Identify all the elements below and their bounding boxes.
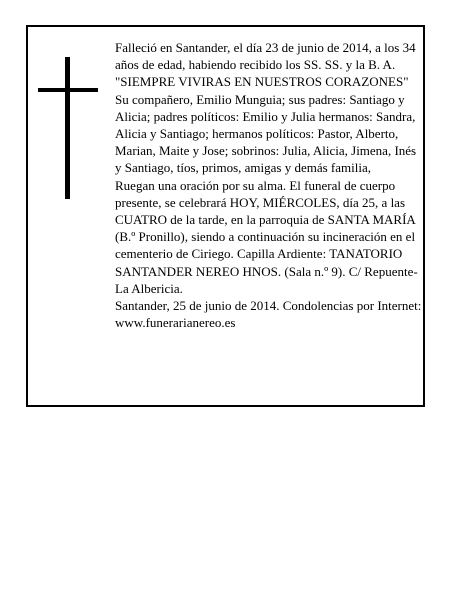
obituary-notice [26, 25, 425, 407]
date-and-condolences: Santander, 25 de junio de 2014. Condolencias por Internet: www.funerarianereo.es [115, 298, 422, 331]
cross-vertical-bar [65, 57, 70, 199]
memorial-motto: "SIEMPRE VIVIRAS EN NUESTROS CORAZONES" [115, 74, 409, 90]
family-list: Su compañero, Emilio Munguia; sus padres: Santiago y Alicia; padres políticos: Emilio y Julia hermanos: Sandra, Alicia y Santiago; hermanos políticos: Pastor, Alberto, Marian, Maite y Jose; sobrinos: Julia, Alicia, Jimena, Inés y Santiago, tíos, primos, amigas y demás familia, [115, 91, 417, 176]
cross-icon [38, 57, 98, 199]
death-announcement: Falleció en Santander, el día 23 de junio de 2014, a los 34 años de edad, habiendo recibido los SS. SS. y la B. A. [115, 40, 416, 73]
obituary-text [115, 39, 425, 331]
cross-horizontal-bar [38, 88, 98, 92]
funeral-details: Ruegan una oración por su alma. El funeral de cuerpo presente, se celebrará HOY, MIÉRCOLES, día 25, a las CUATRO de la tarde, en la parroquia de SANTA MARÍA (B.º Pronillo), siendo a continuación su incineración en el cementerio de Ciriego. Capilla Ardiente: TANATORIO SANTANDER NEREO HNOS. (Sala n.º 9). C/ Repuente-La Albericia. [115, 177, 418, 296]
